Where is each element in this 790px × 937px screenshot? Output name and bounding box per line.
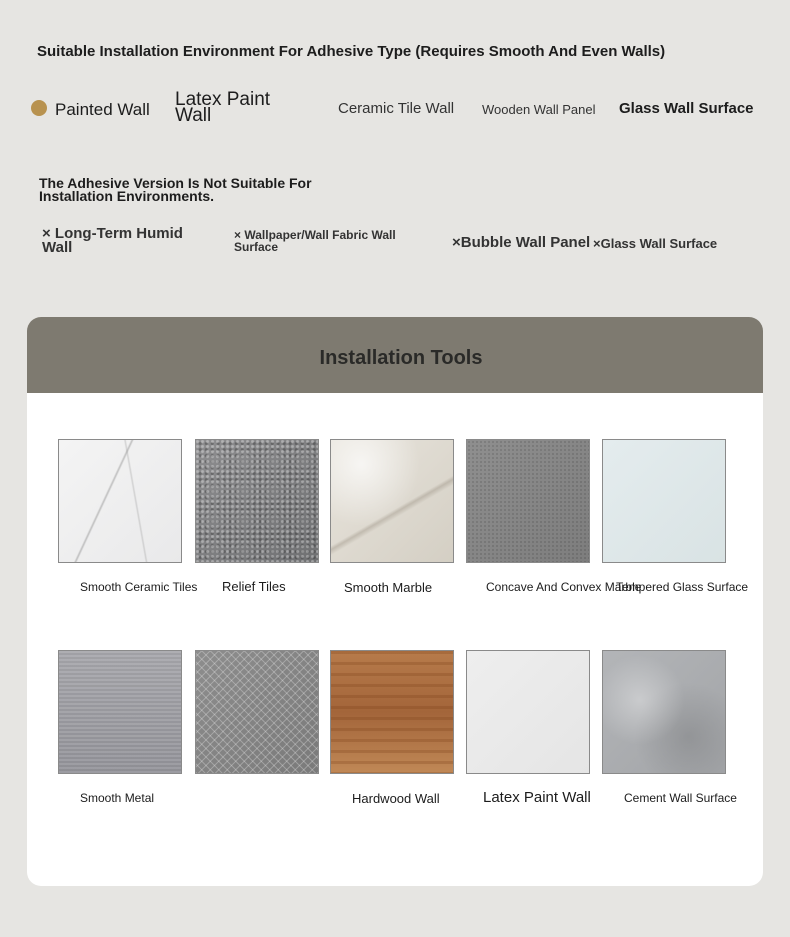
swatch-smooth-marble — [330, 439, 454, 563]
suitable-item-glass-wall-surface: Glass Wall Surface — [619, 100, 754, 117]
panel-title: Installation Tools — [319, 347, 483, 369]
installation-tools-panel — [27, 317, 763, 886]
caption-smooth-ceramic-tiles: Smooth Ceramic Tiles — [80, 580, 198, 594]
unsuitable-item-wallpaper: × Wallpaper/Wall Fabric Wall Surface — [234, 228, 396, 254]
swatch-hardwood-wall — [330, 650, 454, 774]
caption-smooth-marble: Smooth Marble — [344, 580, 433, 595]
suitable-item-ceramic-tile-wall: Ceramic Tile Wall — [338, 100, 455, 117]
panel-header — [27, 317, 763, 393]
caption-tempered-glass: Tempered Glass Surface — [616, 580, 749, 594]
caption-concave-convex-marble: Concave And Convex Marble — [486, 580, 642, 594]
suitable-item-latex-paint-wall: Latex Paint Wall — [175, 89, 271, 126]
caption-relief-tiles: Relief Tiles — [222, 579, 286, 594]
caption-cement-wall-surface: Cement Wall Surface — [624, 791, 737, 805]
caption-hardwood-wall: Hardwood Wall — [352, 791, 440, 806]
suitable-item-wooden-wall-panel: Wooden Wall Panel — [482, 102, 596, 117]
caption-latex-paint-wall: Latex Paint Wall — [483, 789, 591, 806]
swatch-tempered-glass — [602, 439, 726, 563]
bullet-dot-icon — [31, 100, 47, 116]
swatch-relief-tiles — [195, 439, 319, 563]
swatch-latex-paint-wall — [466, 650, 590, 774]
caption-smooth-metal: Smooth Metal — [80, 791, 155, 805]
unsuitable-item-humid-wall: × Long-Term Humid Wall — [42, 225, 183, 256]
swatch-cement-wall-surface — [602, 650, 726, 774]
unsuitable-heading: The Adhesive Version Is Not Suitable For Installation Environments. — [39, 175, 312, 204]
suitable-item-painted-wall: Painted Wall — [55, 100, 150, 119]
swatch-diamond-texture — [195, 650, 319, 774]
swatch-concave-convex-marble — [466, 439, 590, 563]
unsuitable-item-bubble-wall-panel: ×Bubble Wall Panel — [452, 234, 591, 251]
swatch-smooth-metal — [58, 650, 182, 774]
swatch-smooth-ceramic-tiles — [58, 439, 182, 563]
unsuitable-item-glass-wall-surface: ×Glass Wall Surface — [593, 236, 718, 251]
suitable-heading: Suitable Installation Environment For Adhesive Type (Requires Smooth And Even Walls) — [37, 43, 666, 60]
